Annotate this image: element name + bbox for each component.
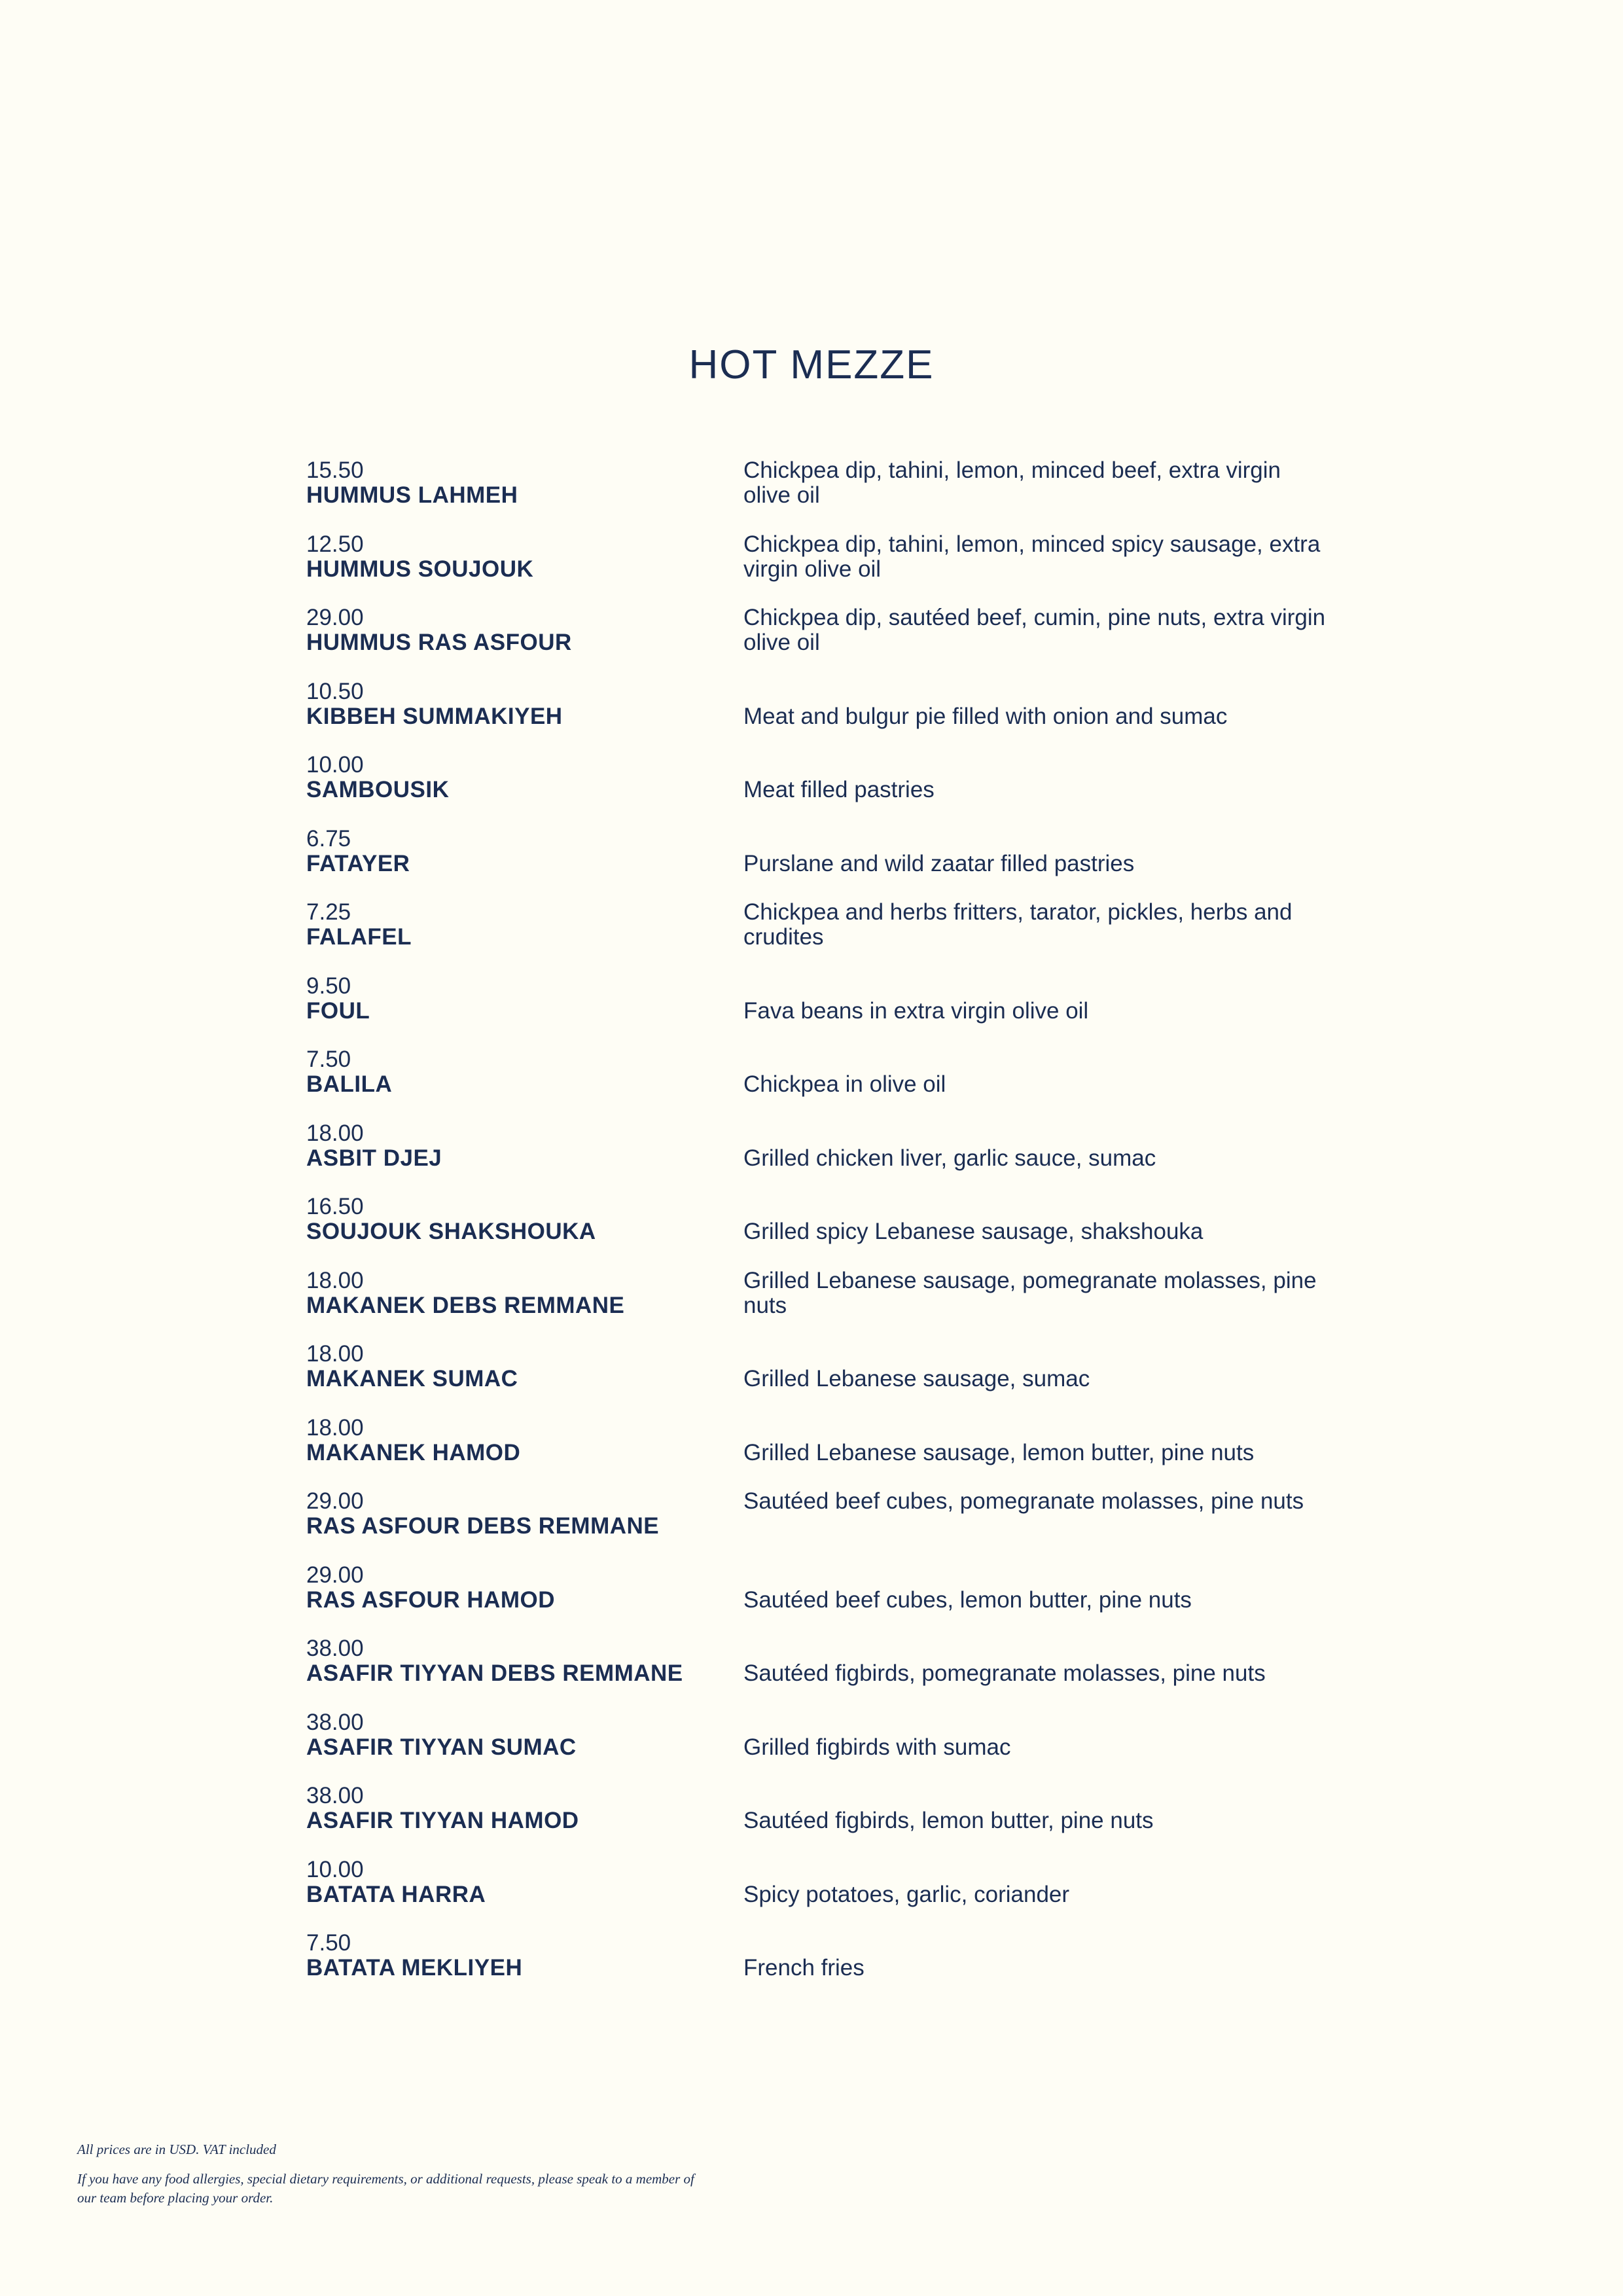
item-description: Grilled figbirds with sumac (743, 1734, 1011, 1760)
menu-item (306, 1121, 1353, 1195)
item-price: 7.50 (306, 1047, 351, 1072)
menu-item (306, 753, 1353, 827)
menu-item (306, 1416, 1353, 1490)
allergy-note: If you have any food allergies, special dietary requirements, or additional requests, please speak to a member of our team before placing your order. (77, 2171, 694, 2206)
item-name: ASAFIR TIYYAN DEBS REMMANE (306, 1660, 683, 1686)
item-name: HUMMUS RAS ASFOUR (306, 630, 572, 655)
item-description: Grilled spicy Lebanese sausage, shakshouka (743, 1219, 1204, 1244)
vat-note: All prices are in USD. VAT included (77, 2142, 276, 2157)
menu-item (306, 1047, 1353, 1121)
item-name: MAKANEK DEBS REMMANE (306, 1292, 625, 1318)
menu-item (306, 1268, 1353, 1342)
item-price: 38.00 (306, 1636, 364, 1661)
item-description: Chickpea and herbs fritters, tarator, pickles, herbs and crudites (743, 899, 1293, 950)
item-name: FALAFEL (306, 924, 412, 950)
menu-item (306, 1342, 1353, 1416)
item-description: Sautéed figbirds, pomegranate molasses, pine nuts (743, 1660, 1266, 1686)
item-description: Purslane and wild zaatar filled pastries (743, 850, 1135, 876)
item-description: Chickpea in olive oil (743, 1071, 946, 1097)
item-price: 7.50 (306, 1930, 351, 1956)
item-price: 29.00 (306, 1488, 364, 1514)
item-description: Grilled Lebanese sausage, sumac (743, 1366, 1090, 1391)
item-name: SOUJOUK SHAKSHOUKA (306, 1219, 596, 1244)
item-name: KIBBEH SUMMAKIYEH (306, 703, 563, 729)
item-price: 38.00 (306, 1783, 364, 1808)
item-name: FOUL (306, 997, 370, 1024)
item-name: ASBIT DJEJ (306, 1145, 442, 1171)
menu-item (306, 1857, 1353, 1931)
item-price: 15.50 (306, 457, 364, 483)
menu-item (306, 827, 1353, 901)
item-description: Chickpea dip, tahini, lemon, minced spicy sausage, extra virgin olive oil (743, 531, 1321, 582)
item-description: Sautéed beef cubes, lemon butter, pine nuts (743, 1587, 1192, 1613)
item-price: 7.25 (306, 899, 351, 925)
item-description: Chickpea dip, tahini, lemon, minced beef, extra virgin olive oil (743, 457, 1281, 508)
menu-item (306, 679, 1353, 753)
menu-item (306, 974, 1353, 1048)
item-description: Chickpea dip, sautéed beef, cumin, pine nuts, extra virgin olive oil (743, 605, 1326, 655)
item-name: BATATA HARRA (306, 1881, 486, 1907)
item-description: Meat filled pastries (743, 777, 935, 802)
menu-item (306, 900, 1353, 974)
item-price: 16.50 (306, 1194, 364, 1219)
item-name: RAS ASFOUR DEBS REMMANE (306, 1513, 660, 1539)
item-price: 29.00 (306, 1562, 364, 1588)
item-name: MAKANEK HAMOD (306, 1439, 521, 1465)
item-description: Meat and bulgur pie filled with onion and sumac (743, 703, 1228, 729)
item-price: 6.75 (306, 825, 351, 852)
footer-notes (77, 2140, 705, 2208)
item-price: 38.00 (306, 1709, 364, 1735)
item-price: 18.00 (306, 1414, 364, 1441)
item-description: Grilled Lebanese sausage, pomegranate molasses, pine nuts (743, 1267, 1317, 1318)
menu-item (306, 1931, 1353, 2005)
item-description: Fava beans in extra virgin olive oil (743, 997, 1089, 1024)
item-name: SAMBOUSIK (306, 777, 450, 802)
menu-item (306, 458, 1353, 532)
item-description: Spicy potatoes, garlic, coriander (743, 1881, 1070, 1907)
item-description: French fries (743, 1955, 865, 1981)
menu-item (306, 1489, 1353, 1563)
menu-item (306, 1194, 1353, 1268)
item-price: 10.00 (306, 1856, 364, 1882)
item-price: 29.00 (306, 605, 364, 630)
item-name: ASAFIR TIYYAN HAMOD (306, 1808, 579, 1833)
item-description: Grilled chicken liver, garlic sauce, sumac (743, 1145, 1156, 1171)
menu-item (306, 532, 1353, 606)
menu-item (306, 605, 1353, 679)
page-title: HOT MEZZE (688, 342, 935, 387)
item-name: FATAYER (306, 850, 410, 876)
item-name: ASAFIR TIYYAN SUMAC (306, 1734, 577, 1760)
item-price: 10.00 (306, 752, 364, 778)
menu-item (306, 1563, 1353, 1637)
item-name: RAS ASFOUR HAMOD (306, 1587, 556, 1613)
item-price: 18.00 (306, 1120, 364, 1146)
item-description: Sautéed figbirds, lemon butter, pine nuts (743, 1808, 1154, 1833)
menu-list (306, 458, 1353, 2005)
item-price: 18.00 (306, 1341, 364, 1367)
item-name: BATATA MEKLIYEH (306, 1955, 523, 1981)
item-name: MAKANEK SUMAC (306, 1366, 518, 1391)
item-price: 12.50 (306, 531, 364, 557)
item-price: 10.50 (306, 678, 364, 704)
item-name: BALILA (306, 1071, 393, 1097)
item-description: Grilled Lebanese sausage, lemon butter, pine nuts (743, 1439, 1255, 1465)
item-name: HUMMUS LAHMEH (306, 482, 518, 508)
item-description: Sautéed beef cubes, pomegranate molasses, pine nuts (743, 1488, 1304, 1514)
item-price: 9.50 (306, 973, 351, 999)
menu-item (306, 1784, 1353, 1857)
menu-item (306, 1710, 1353, 1784)
item-name: HUMMUS SOUJOUK (306, 556, 534, 582)
menu-item (306, 1636, 1353, 1710)
item-price: 18.00 (306, 1267, 364, 1293)
